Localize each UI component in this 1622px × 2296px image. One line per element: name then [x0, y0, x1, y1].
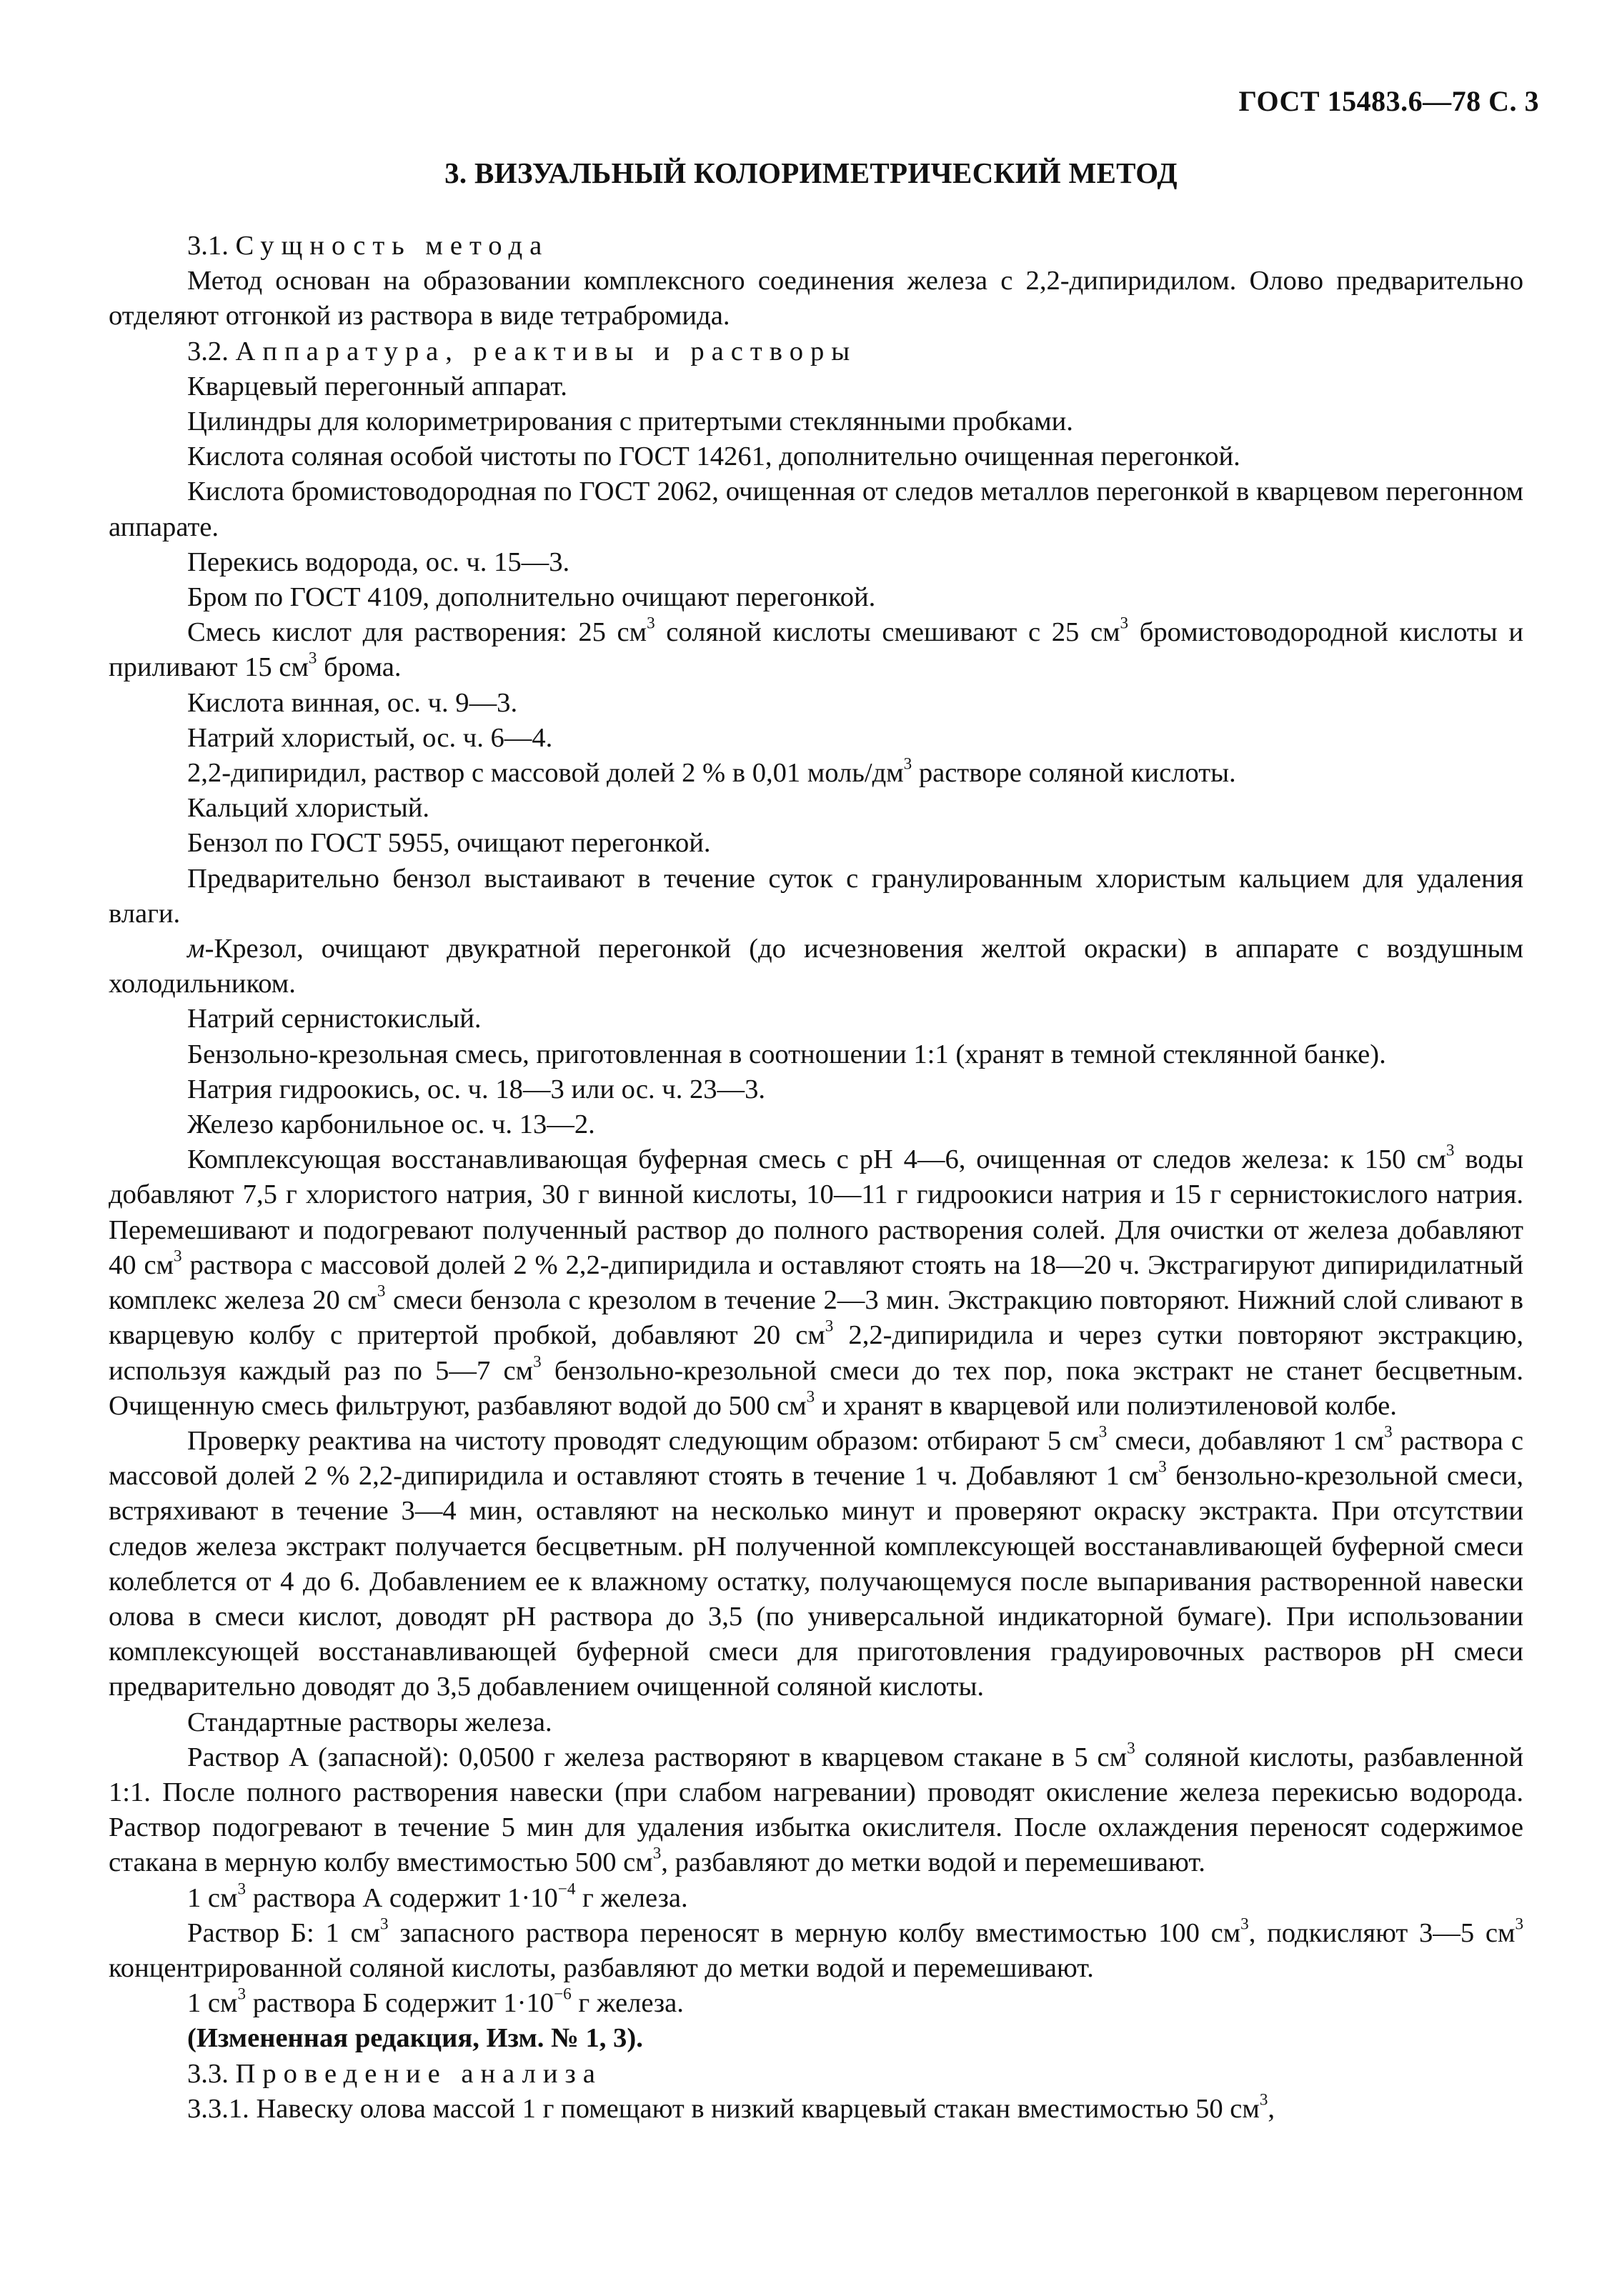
reagent-item: Бензольно-крезольная смесь, приготовленная в соотношении 1:1 (хранят в темной стеклянной банке).	[187, 1039, 1386, 1069]
paragraph: Проверку реактива на чистоту проводят следующим образом: отбирают 5 $см^3$ смеси, добавляют 1 $см^3$ раствора с массовой долей 2 % 2,2-дипиридила и оставляют стоять в течение 1 ч. Добавляют 1 $см^3$ бензольно-крезольной смеси, встряхивают в течение 3—4 мин, оставляют на несколько минут и проверяют окраску экстракта. При отсутствии следов железа экстракт получается бесцветным. pH полученной комплексующей восстанавливающей буферной смеси колеблется от 4 до 6. Добавлением ее к влажному остатку, получающемуся после выпаривания растворенной навески олова в смеси кислот, доводят pH раствора до 3,5 (по универсальной индикаторной бумаге). При использовании комплексующей восстанавливающей буферной смеси для приготовления градуировочных растворов pH смеси предварительно доводят до 3,5 добавлением очищенной соляной кислоты.	[109, 1422, 1523, 1702]
paragraph: Раствор А (запасной): 0,0500 г железа растворяют в кварцевом стакане в 5 $см^3$ соляной кислоты, разбавленной 1:1. После полного растворения навески (при слабом нагревании) проводят окисление железа перекисью водорода. Раствор подогревают в течение 5 мин для удаления избытка окислителя. После охлаждения переносят содержимое стакана в мерную колбу вместимостью 500 $см^3$, разбавляют до метки водой и перемешивают.	[109, 1739, 1523, 1878]
reagent-item: Кварцевый перегонный аппарат.	[187, 371, 567, 401]
paragraph: Метод основан на образовании комплексного соединения железа с 2,2-дипиридилом. Олово предварительно отделяют отгонкой из раствора в виде тетрабромида.	[109, 266, 1523, 331]
subsection-heading: 3.3. Проведение анализа	[187, 2058, 602, 2089]
paragraph: 1 $см^3$ раствора А содержит $1\cdot 10^{-4}$ г железа.	[187, 1880, 688, 1913]
reagent-item: Железо карбонильное ос. ч. 13—2.	[187, 1109, 595, 1140]
paragraph: Комплексующая восстанавливающая буферная смесь с pH 4—6, очищенная от следов железа: к 150 $см^3$ воды добавляют 7,5 г хлористого натрия, 30 г винной кислоты, 10—11 г гидроокиси натрия и 15 г сернистокислого натрия. Перемешивают и подогревают полученный раствор до полного растворения солей. Для очистки от железа добавляют 40 $см^3$ раствора с массовой долей 2 % 2,2-дипиридила и оставляют стоять на 18—20 ч. Экстрагируют дипиридилатный комплекс железа 20 $см^3$ смеси бензола с крезолом в течение 2—3 мин. Экстракцию повторяют. Нижний слой сливают в кварцевую колбу с притертой пробкой, добавляют 20 $см^3$ 2,2-дипиридила и через сутки повторяют экстракцию, используя каждый раз по 5—7 $см^3$ бензольно-крезольной смеси до тех пор, пока экстракт не станет бесцветным. Очищенную смесь фильтруют, разбавляют водой до 500 $см^3$ и хранят в кварцевой или полиэтиленовой колбе.	[109, 1141, 1524, 1421]
page-header: ГОСТ 15483.6—78 С. 3	[1238, 85, 1539, 117]
reagent-item: Бензол по ГОСТ 5955, очищают перегонкой.	[187, 828, 711, 859]
reagent-item: Кислота винная, ос. ч. 9—3.	[187, 687, 518, 718]
paragraph: 3.3.1. Навеску олова массой 1 г помещают в низкий кварцевый стакан вместимостью 50 $см^3$,	[187, 2090, 1275, 2124]
reagent-item: Смесь кислот для растворения: 25 $см^3$ соляной кислоты смешивают с 25 $см^3$ бромистоводородной кислоты и приливают 15 $см^3$ брома.	[109, 614, 1523, 683]
paragraph: Раствор Б: 1 $см^3$ запасного раствора переносят в мерную колбу вместимостью 100 $см^3$, подкисляют 3—5 $см^3$ концентрированной соляной кислоты, разбавляют до метки водой и перемешивают.	[109, 1915, 1524, 1983]
subsection-heading: 3.2. Аппаратура, реактивы и растворы	[187, 336, 857, 366]
subsection-heading: 3.1. Сущность метода	[187, 231, 549, 261]
reagent-item: 2,2-дипиридил, раствор с массовой долей 2 % в 0,01 моль/$дм^3$ растворе соляной кислоты.	[187, 754, 1236, 789]
paragraph: 1 $см^3$ раствора Б содержит $1\cdot 10^{-6}$ г железа.	[187, 1985, 684, 2019]
amendment-note: (Измененная редакция, Изм. № 1, 3).	[187, 2023, 643, 2054]
document-body	[109, 229, 1523, 2127]
reagent-item: Кислота соляная особой чистоты по ГОСТ 14261, дополнительно очищенная перегонкой.	[187, 441, 1240, 472]
reagent-item: Бром по ГОСТ 4109, дополнительно очищают перегонкой.	[187, 582, 876, 613]
reagent-item: м-Крезол, очищают двукратной перегонкой (до исчезновения желтой окраски) в аппарате с воздушным холодильником.	[109, 934, 1523, 999]
reagent-item: Кальций хлористый.	[187, 793, 430, 824]
reagent-item: Цилиндры для колориметрирования с притертыми стеклянными пробками.	[187, 406, 1073, 437]
paragraph: Стандартные растворы железа.	[187, 1707, 552, 1737]
reagent-item: Натрия гидроокись, ос. ч. 18—3 или ос. ч. 23—3.	[187, 1074, 766, 1104]
reagent-item: Натрий хлористый, ос. ч. 6—4.	[187, 722, 553, 753]
reagent-item: Натрий сернистокислый.	[187, 1004, 482, 1034]
reagent-item: Перекись водорода, ос. ч. 15—3.	[187, 546, 570, 577]
reagent-item: Кислота бромистоводородная по ГОСТ 2062, очищенная от следов металлов перегонкой в кварцевом перегонном аппарате.	[109, 476, 1523, 542]
section-title: 3. ВИЗУАЛЬНЫЙ КОЛОРИМЕТРИЧЕСКИЙ МЕТОД	[444, 156, 1178, 189]
reagent-item: Предварительно бензол выстаивают в течение суток с гранулированным хлористым кальцием для удаления влаги.	[109, 863, 1523, 929]
